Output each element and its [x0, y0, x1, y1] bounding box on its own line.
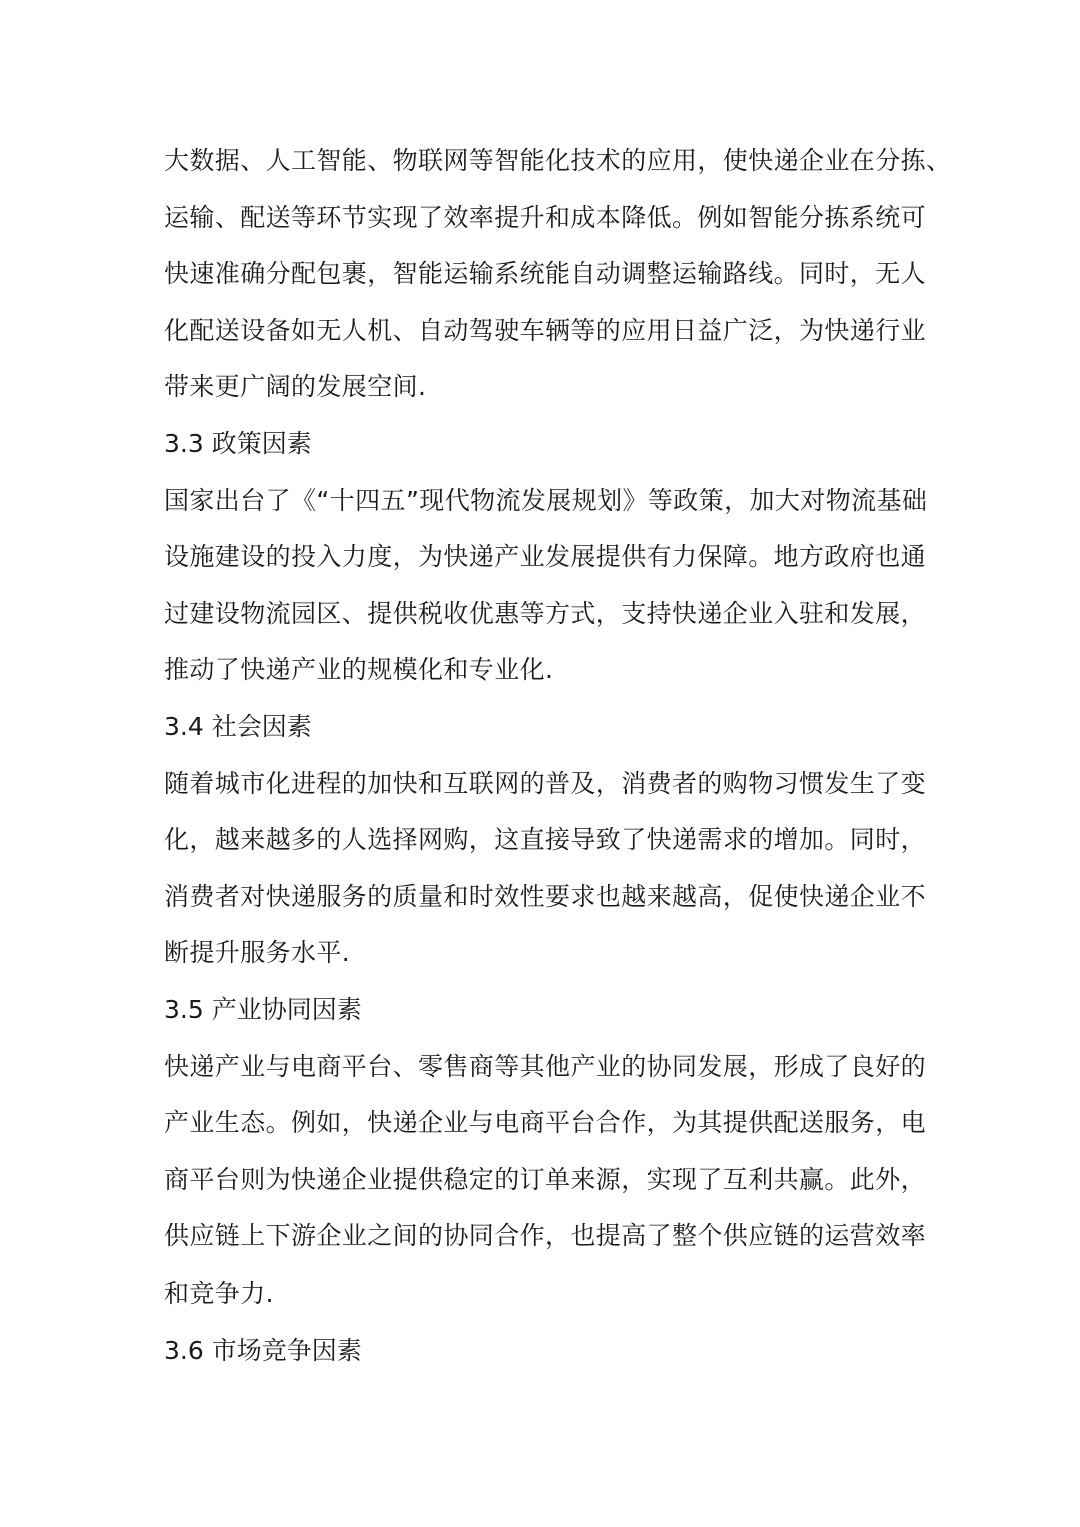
paragraph-line: 消费者对快递服务的质量和时效性要求也越来越高，促使快递企业不	[164, 881, 927, 911]
document-body	[164, 133, 952, 1379]
section-heading-3-4: 3.4 社会因素	[164, 711, 312, 741]
paragraph-line: 推动了快递产业的规模化和专业化.	[164, 655, 554, 685]
paragraph-line: 带来更广阔的发展空间.	[164, 372, 427, 402]
paragraph-line: 大数据、人工智能、物联网等智能化技术的应用，使快递企业在分拣、	[164, 146, 952, 175]
section-heading-3-3: 3.3 政策因素	[164, 428, 312, 458]
section-heading-3-6: 3.6 市场竞争因素	[164, 1335, 362, 1365]
paragraph-line: 供应链上下游企业之间的协同合作，也提高了整个供应链的运营效率	[164, 1221, 927, 1251]
paragraph-line: 国家出台了《“十四五”现代物流发展规划》等政策，加大对物流基础	[164, 485, 928, 515]
paragraph-line: 产业生态。例如，快递企业与电商平台合作，为其提供配送服务，电	[164, 1108, 927, 1138]
paragraph-line: 随着城市化进程的加快和互联网的普及，消费者的购物习惯发生了变	[164, 768, 927, 798]
paragraph-line: 设施建设的投入力度，为快递产业发展提供有力保障。地方政府也通	[164, 542, 927, 572]
paragraph-line: 化配送设备如无人机、自动驾驶车辆等的应用日益广泛，为快递行业	[164, 315, 927, 345]
paragraph-line: 快速准确分配包裹，智能运输系统能自动调整运输路线。同时，无人	[164, 259, 927, 289]
paragraph-line: 商平台则为快递企业提供稳定的订单来源，实现了互利共赢。此外，	[164, 1164, 927, 1194]
paragraph-line: 化，越来越多的人选择网购，这直接导致了快递需求的增加。同时，	[164, 825, 927, 855]
paragraph-line: 运输、配送等环节实现了效率提升和成本降低。例如智能分拣系统可	[164, 202, 927, 232]
paragraph-line: 断提升服务水平.	[164, 938, 351, 968]
paragraph-line: 快递产业与电商平台、零售商等其他产业的协同发展，形成了良好的	[164, 1051, 927, 1081]
section-heading-3-5: 3.5 产业协同因素	[164, 994, 362, 1024]
paragraph-line: 和竞争力.	[164, 1278, 274, 1308]
paragraph-line: 过建设物流园区、提供税收优惠等方式，支持快递企业入驻和发展，	[164, 598, 927, 628]
